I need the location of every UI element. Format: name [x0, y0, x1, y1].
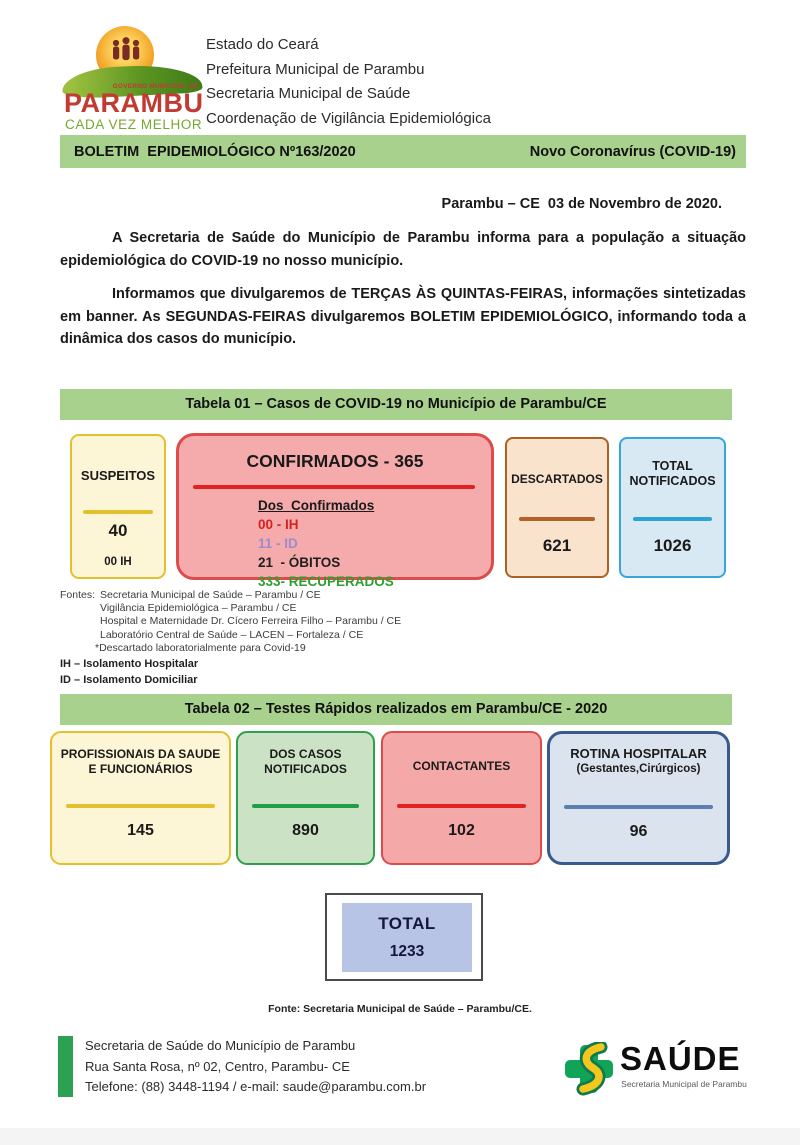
- total-notificados-box: [619, 437, 726, 578]
- org-line-coordenacao: Coordenação de Vigilância Epidemiológica: [206, 109, 491, 127]
- logo-gov-line: GOVERNO MUNICIPAL DE: [112, 83, 198, 90]
- confirmados-title: CONFIRMADOS - 365: [246, 451, 424, 471]
- logo-city-name: PARAMBU: [64, 88, 204, 118]
- total-notificados-divider: [633, 517, 712, 521]
- header-org-block: [206, 33, 491, 131]
- profissionais-divider: [66, 804, 215, 808]
- org-line-state: Estado do Ceará: [206, 36, 319, 53]
- saude-s-swoosh-icon: [567, 1042, 617, 1096]
- intro-paragraph-1: A Secretaria de Saúde do Município de Parambu informa para a população a situação epidemiológica do COVID-19 no nosso município.: [60, 230, 746, 269]
- total-box: [325, 893, 483, 981]
- legend-ih: IH – Isolamento Hospitalar: [60, 658, 199, 670]
- rotina-hospitalar-value: 96: [629, 823, 648, 840]
- total-value: 1233: [389, 943, 425, 960]
- source-footnote: *Descartado laboratorialmente para Covid-19: [95, 641, 306, 654]
- table2-title-banner: Tabela 02 – Testes Rápidos realizados em Parambu/CE - 2020: [60, 694, 732, 725]
- profissionais-value: 145: [127, 822, 154, 839]
- profissionais-label: PROFISSIONAIS DA SAUDE E FUNCIONÁRIOS: [60, 747, 221, 776]
- source-line: Laboratório Central de Saúde – LACEN – Fortaleza / CE: [100, 628, 364, 641]
- dateline: Parambu – CE 03 de Novembro de 2020.: [441, 196, 722, 212]
- source-line: Vigilância Epidemiológica – Parambu / CE: [100, 602, 297, 615]
- family-icon: [107, 36, 145, 63]
- casos-notificados-box: [236, 731, 375, 865]
- casos-notificados-value: 890: [292, 822, 319, 839]
- descartados-label: DESCARTADOS: [511, 472, 603, 486]
- total-box-fill: [342, 903, 472, 972]
- suspeitos-label: SUSPEITOS: [80, 468, 156, 483]
- contactantes-value: 102: [448, 822, 475, 839]
- saude-logo: [565, 1040, 747, 1104]
- logo-tagline: CADA VEZ MELHOR: [65, 117, 203, 132]
- bulletin-number: BOLETIM EPIDEMIOLÓGICO Nº163/2020: [74, 143, 356, 160]
- org-line-secretaria: Secretaria Municipal de Saúde: [206, 85, 411, 102]
- saude-logo-subtitle: Secretaria Municipal de Parambu: [621, 1079, 747, 1089]
- footer-phone-email-line: Telefone: (88) 3448-1194 / e-mail: saude@parambu.com.br: [85, 1079, 427, 1094]
- org-line-prefeitura: Prefeitura Municipal de Parambu: [206, 60, 425, 78]
- descartados-box: [505, 437, 609, 578]
- intro-paragraph-2: Informamos que divulgaremos de TERÇAS ÀS QUINTAS-FEIRAS, informações sintetizadas em banner. As SEGUNDAS-FEIRAS divulgaremos BOLETIM EPIDEMIOLÓGICO, informando toda a dinâmica dos casos do município.: [60, 286, 746, 347]
- confirmados-box: [176, 433, 494, 589]
- total-notificados-value: 1026: [653, 536, 692, 555]
- suspeitos-footnote: 00 IH: [104, 556, 132, 568]
- saude-logo-name: SAÚDE: [620, 1040, 741, 1077]
- legend-id: ID – Isolamento Domiciliar: [60, 674, 198, 686]
- rotina-hospitalar-divider: [564, 805, 713, 809]
- casos-notificados-label: DOS CASOS NOTIFICADOS: [264, 747, 347, 776]
- footer-address-line: Rua Santa Rosa, nº 02, Centro, Parambu- CE: [85, 1058, 350, 1074]
- confirmados-item-obitos: 21 - ÓBITOS: [258, 555, 341, 570]
- bulletin-subject: Novo Coronavírus (COVID-19): [529, 143, 736, 160]
- contactantes-label: CONTACTANTES: [412, 759, 511, 773]
- confirmados-item-recuperados: 333- RECUPERADOS: [258, 574, 394, 589]
- total-label: TOTAL: [378, 914, 436, 933]
- table1-title-banner: Tabela 01 – Casos de COVID-19 no Município de Parambu/CE: [60, 389, 732, 420]
- descartados-divider: [519, 517, 595, 521]
- confirmados-item-ih: 00 - IH: [258, 517, 299, 532]
- confirmados-divider: [193, 485, 475, 489]
- suspeitos-divider: [83, 510, 153, 514]
- casos-notificados-divider: [252, 804, 359, 808]
- profissionais-box: [50, 731, 231, 865]
- total-notificados-label: TOTAL NOTIFICADOS: [629, 459, 716, 488]
- rotina-hospitalar-sublabel: (Gestantes,Cirúrgicos): [576, 763, 701, 775]
- suspeitos-box: [70, 434, 166, 579]
- abbreviation-legend: [60, 656, 198, 688]
- sources-block: [60, 589, 401, 655]
- bulletin-title-banner: [60, 135, 746, 168]
- rotina-hospitalar-box: [547, 731, 730, 865]
- page-bottom-edge: [0, 1128, 800, 1145]
- contactantes-box: [381, 731, 542, 865]
- confirmados-subtitle: Dos Confirmados: [258, 498, 375, 513]
- confirmados-breakdown: [258, 496, 394, 591]
- contactantes-divider: [397, 804, 526, 808]
- footer-org-line: Secretaria de Saúde do Município de Parambu: [85, 1038, 356, 1053]
- suspeitos-value: 40: [108, 521, 128, 540]
- parambu-municipal-logo: [64, 26, 204, 132]
- footer-green-bar: [58, 1036, 73, 1097]
- descartados-value: 621: [542, 536, 572, 555]
- table2-source-line: Fonte: Secretaria Municipal de Saúde – Parambu/CE.: [268, 1003, 532, 1015]
- source-line: Secretaria Municipal de Saúde – Parambu / CE: [100, 589, 321, 601]
- sources-label: Fontes:: [60, 589, 96, 601]
- rotina-hospitalar-label: ROTINA HOSPITALAR: [570, 746, 707, 761]
- source-line: Hospital e Maternidade Dr. Cícero Ferreira Filho – Parambu / CE: [100, 615, 402, 628]
- footer-contact-block: [85, 1036, 426, 1098]
- confirmados-item-id: 11 - ID: [258, 536, 298, 551]
